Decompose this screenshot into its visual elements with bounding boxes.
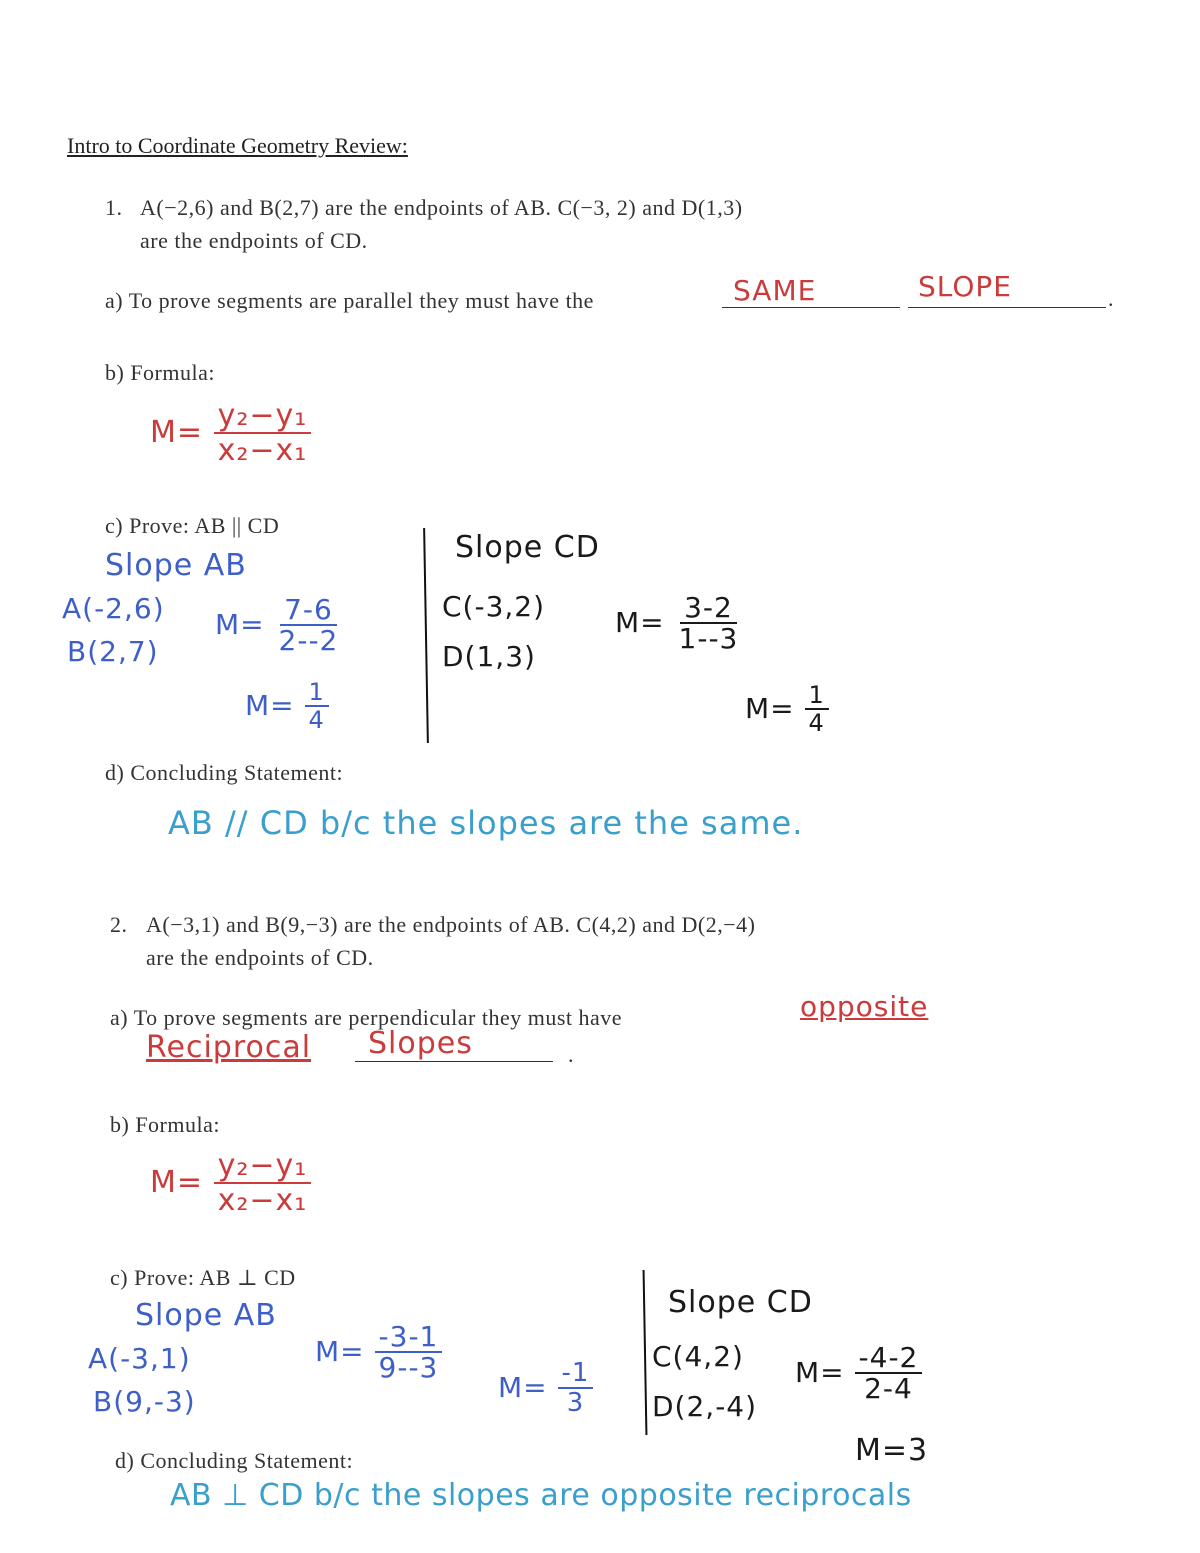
q1c-ab-slope-lhs: M=: [215, 608, 265, 642]
q2a-period: .: [568, 1042, 574, 1067]
q1c-cd-result-numerator: 1: [805, 683, 829, 710]
q1-statement-line1: A(−2,6) and B(2,7) are the endpoints of AB. C(−3, 2) and D(1,3): [140, 195, 743, 220]
q1c-point-c: C(-3,2): [442, 590, 546, 623]
q2c-point-b: B(9,-3): [93, 1385, 196, 1418]
q2a-prompt: a) To prove segments are perpendicular they must have: [110, 1005, 623, 1030]
q2c-divider-line: [643, 1270, 648, 1435]
q2c-cd-slope-calc: [795, 1343, 922, 1405]
q2d-answer: AB ⊥ CD b/c the slopes are opposite reciprocals: [170, 1478, 912, 1513]
q1c-point-b: B(2,7): [67, 635, 159, 668]
q2b-formula-lhs: M=: [150, 1164, 204, 1200]
q1c-slope-ab-heading: Slope AB: [105, 548, 247, 583]
q1b-prompt: b) Formula:: [105, 360, 215, 385]
q2b-prompt: b) Formula:: [110, 1112, 220, 1137]
q1c-ab-result-lhs: M=: [245, 688, 295, 722]
q2c-point-a: A(-3,1): [88, 1342, 191, 1375]
q2c-ab-slope-result: [498, 1360, 593, 1418]
q1b-formula-lhs: M=: [150, 414, 204, 450]
q1a-period: .: [1108, 286, 1114, 311]
q1c-ab-slope-result: [245, 680, 329, 734]
q1d-prompt: d) Concluding Statement:: [105, 760, 344, 785]
q2d-prompt: d) Concluding Statement:: [115, 1448, 354, 1473]
q1b-formula: [150, 400, 311, 467]
q2b-formula-denominator: x₂−x₁: [217, 1182, 308, 1218]
q2c-slope-ab-heading: Slope AB: [135, 1298, 277, 1333]
q2c-slope-cd-heading: Slope CD: [668, 1285, 813, 1320]
q1c-ab-slope-denominator: 2--2: [278, 624, 339, 658]
q1c-ab-slope-calc: [215, 595, 342, 657]
page-title: Intro to Coordinate Geometry Review:: [67, 133, 408, 158]
q2c-ab-slope-calc: [315, 1322, 442, 1384]
q1a-prompt: a) To prove segments are parallel they must have the: [105, 288, 594, 313]
q2-statement-line1: A(−3,1) and B(9,−3) are the endpoints of AB. C(4,2) and D(2,−4): [146, 912, 756, 937]
q1c-cd-slope-lhs: M=: [615, 606, 665, 640]
q2c-cd-slope-lhs: M=: [795, 1356, 845, 1390]
q1c-cd-result-denominator: 4: [808, 709, 825, 738]
q2c-ab-result-denominator: 3: [566, 1388, 585, 1419]
q2a-answer-slopes: Slopes: [368, 1026, 473, 1061]
q1c-ab-result-denominator: 4: [308, 706, 325, 735]
q2a-answer-opposite: opposite: [800, 990, 929, 1023]
q1a-answer-same: SAME: [733, 274, 817, 307]
q1d-answer: AB // CD b/c the slopes are the same.: [168, 804, 804, 842]
q1c-point-d: D(1,3): [442, 640, 536, 673]
q1c-ab-result-numerator: 1: [305, 680, 329, 707]
q1c-cd-slope-result: [745, 683, 829, 737]
q1c-ab-slope-numerator: 7-6: [280, 595, 337, 626]
q1-statement-line2: are the endpoints of CD.: [140, 228, 368, 253]
q1b-formula-denominator: x₂−x₁: [217, 432, 308, 468]
q2c-prompt: c) Prove: AB ⊥ CD: [110, 1265, 296, 1290]
q2-number: 2.: [110, 912, 128, 937]
q2-statement-line2: are the endpoints of CD.: [146, 945, 374, 970]
q2c-ab-slope-numerator: -3-1: [375, 1322, 443, 1353]
q2c-cd-slope-denominator: 2-4: [864, 1372, 913, 1406]
q2a-answer-reciprocal: Reciprocal: [146, 1030, 312, 1065]
q1c-cd-slope-calc: [615, 593, 742, 655]
q2c-ab-result-lhs: M=: [498, 1370, 548, 1404]
q1c-prompt: c) Prove: AB || CD: [105, 513, 280, 538]
q1c-slope-cd-heading: Slope CD: [455, 530, 600, 565]
q2c-ab-slope-lhs: M=: [315, 1335, 365, 1369]
q1-number: 1.: [105, 195, 123, 220]
q1c-point-a: A(-2,6): [62, 592, 165, 625]
q2c-ab-slope-denominator: 9--3: [378, 1351, 439, 1385]
q1b-formula-numerator: y₂−y₁: [214, 400, 312, 434]
q1c-cd-result-lhs: M=: [745, 691, 795, 725]
q1a-answer-slope: SLOPE: [918, 270, 1012, 303]
q2c-ab-result-numerator: -1: [558, 1360, 594, 1389]
q1c-divider-line: [423, 528, 429, 743]
q2c-cd-slope-numerator: -4-2: [855, 1343, 923, 1374]
q2c-point-d: D(2,-4): [652, 1390, 758, 1423]
q2b-formula-numerator: y₂−y₁: [214, 1150, 312, 1184]
q1c-cd-slope-denominator: 1--3: [678, 622, 739, 656]
q1c-cd-slope-numerator: 3-2: [680, 593, 737, 624]
q2b-formula: [150, 1150, 311, 1217]
q2c-point-c: C(4,2): [652, 1340, 744, 1373]
q2c-cd-slope-result: M=3: [855, 1433, 929, 1468]
